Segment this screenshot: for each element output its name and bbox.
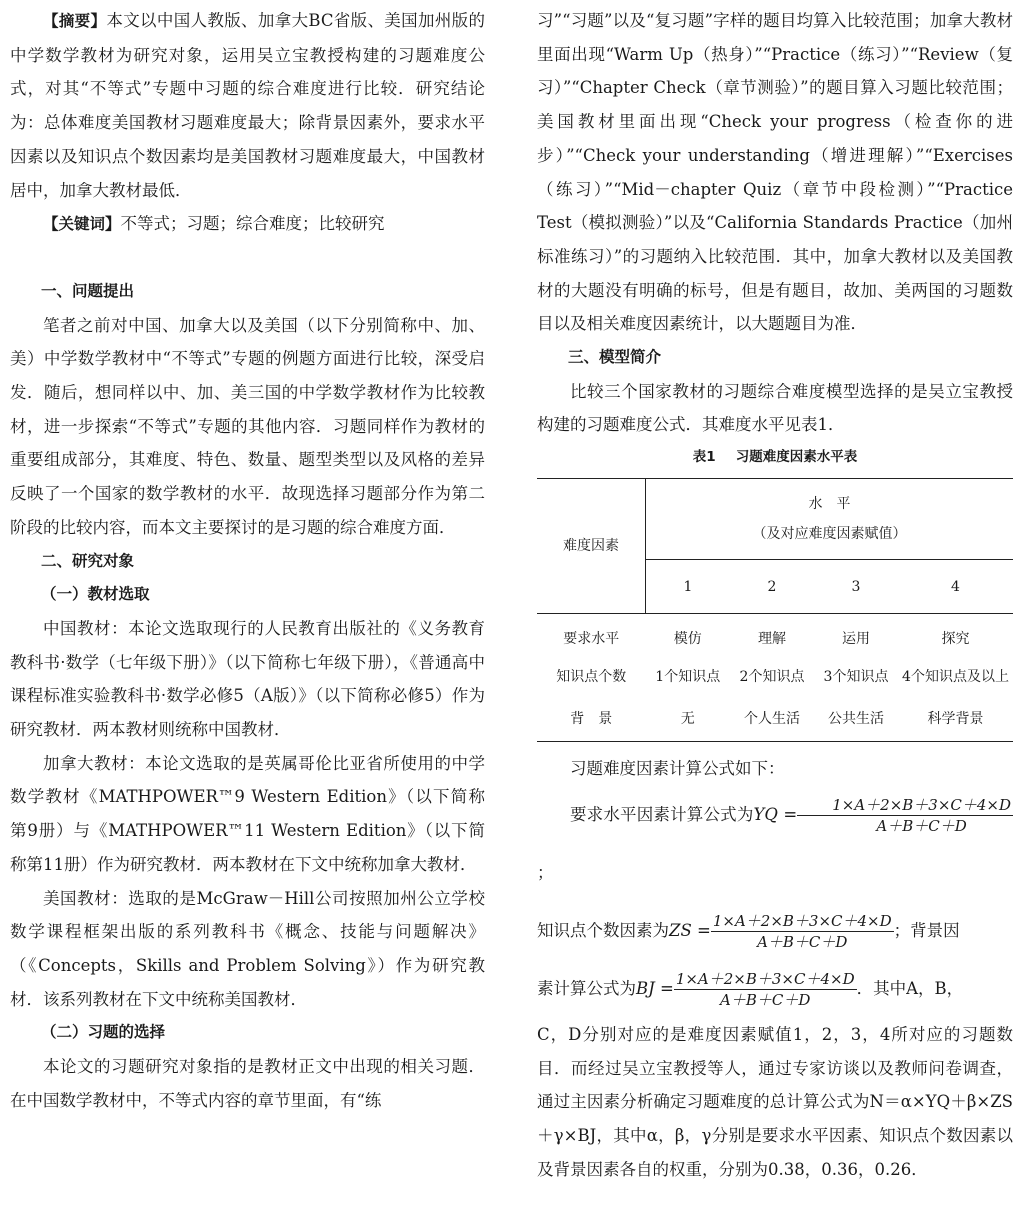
- section-2-2-title: （二）习题的选择: [41, 1023, 166, 1042]
- yq-variable: YQ =: [753, 804, 798, 824]
- exercise-selection-paragraph: 本论文的习题研究对象指的是教材正文中出现的相关习题．在中国数学教材中，不等式内容的章节里面，有“练: [10, 1057, 485, 1110]
- zs-numerator: 1×A＋2×B＋3×C＋4×D: [712, 911, 892, 930]
- table-level-3: 3: [814, 560, 898, 614]
- section-2-1-title: （一）教材选取: [41, 585, 150, 604]
- table-row-factor: 要求水平: [563, 631, 620, 648]
- table-cell: 模仿: [673, 631, 702, 648]
- table-caption: [537, 442, 1013, 472]
- table-level-4: 4: [898, 560, 1013, 614]
- table-factor-header: 难度因素: [537, 479, 646, 614]
- table-cell: 1个知识点: [655, 669, 721, 686]
- zs-denominator: A＋B＋C＋D: [757, 932, 848, 951]
- right-column: [537, 4, 1013, 1186]
- table-cell: 无: [646, 698, 731, 742]
- section-2-title: 二、研究对象: [41, 551, 135, 570]
- table-number: 表1: [692, 449, 716, 466]
- table-row-factor: 背 景: [537, 698, 646, 742]
- table-level-1: 1: [646, 560, 731, 614]
- yq-suffix: ；: [537, 862, 554, 882]
- zs-fraction: [711, 912, 894, 951]
- zs-prefix: 知识点个数因素为: [537, 920, 669, 940]
- table-cell: 4个知识点及以上: [902, 669, 1009, 686]
- bj-suffix: ．其中A，B，: [856, 978, 964, 998]
- yq-numerator: 1×A＋2×B＋3×C＋4×D: [797, 796, 1013, 816]
- bj-numerator: 1×A＋2×B＋3×C＋4×D: [675, 969, 855, 988]
- table-level-title: 水 平: [808, 496, 851, 513]
- table-row-factor: 知识点个数: [556, 669, 627, 686]
- zs-suffix: ；背景因: [893, 920, 960, 940]
- abstract-text: 本文以中国人教版、加拿大BC省版、美国加州版的中学数学教材为研究对象，运用吴立宝教授构建的习题难度公式，对其“不等式”专题中习题的综合难度进行比较．研究结论为：总体难度美国教材习题难度最大；除背景因素外，要求水平因素以及知识点个数因素均是美国教材习题难度最大，中国教材居中，加拿大教材最低．: [10, 11, 485, 200]
- table-cell: 探究: [941, 631, 970, 648]
- table-cell: 科学背景: [898, 698, 1013, 742]
- section-3-paragraph: 比较三个国家教材的习题综合难度模型选择的是吴立宝教授构建的习题难度公式．其难度水平见表1．: [537, 381, 1013, 435]
- spacer: [10, 242, 485, 275]
- table-level-header: [646, 479, 1014, 560]
- china-textbook-paragraph: 中国教材：本论文选取现行的人民教育出版社的《义务教育教科书·数学（七年级下册）》（以下简称七年级下册），《普通高中课程标准实验教科书·数学必修5（A版）》（以下简称必修5）作为研究教材．两本教材则统称中国教材．: [10, 618, 485, 740]
- abstract-label: 【摘要】: [43, 12, 107, 30]
- continued-paragraph: 习”“习题”以及“复习题”字样的题目均算入比较范围；加拿大教材里面出现“Warm Up（热身）”“Practice（练习）”“Review（复习）”“Chapter Check（章节测验）”的题目算入习题比较范围；美国教材里面出现“Check your progress（检查你的进步）”“Check your understanding（增进理解）”“Exercises（练习）”“Mid－chapter Quiz（章节中段检测）”“Practice Test（模拟测验）”以及“California Standards Practice（加州标准练习）”的习题纳入比较范围．其中，加拿大教材以及美国教材的大题没有明确的标号，但是有题目，故加、美两国的习题数目以及相关难度因素统计，以大题题目为准．: [537, 11, 1013, 334]
- zs-formula-line: [537, 902, 1013, 960]
- yq-denominator: A＋B＋C＋D: [876, 816, 967, 835]
- total-formula-paragraph: C，D分别对应的是难度因素赋值1，2，3，4所对应的习题数目．而经过吴立宝教授等人，通过专家访谈以及教师问卷调查，通过主因素分析确定习题难度的总计算公式为N＝α×YQ＋β×ZS＋γ×BJ，其中α，β，γ分别是要求水平因素、知识点个数因素以及背景因素各自的权重，分别为0.38，0.36，0.26．: [537, 1024, 1013, 1179]
- abstract: [10, 4, 485, 207]
- keywords: [10, 207, 485, 242]
- left-column: [10, 4, 485, 1118]
- canada-textbook-paragraph: 加拿大教材：本论文选取的是英属哥伦比亚省所使用的中学数学教材《MATHPOWER™9 Western Edition》（以下简称第9册）与《MATHPOWER™11 Western Edition》（以下简称第11册）作为研究教材．两本教材在下文中统称加拿大教材．: [10, 753, 485, 874]
- section-3-title: 三、模型简介: [568, 348, 662, 367]
- bj-fraction: [674, 970, 857, 1009]
- table-cell: 公共生活: [814, 698, 898, 742]
- formula-intro: 习题难度因素计算公式如下：: [570, 759, 785, 779]
- bj-formula-line: [537, 960, 1013, 1018]
- table-level-2: 2: [730, 560, 814, 614]
- yq-fraction: [797, 796, 1013, 835]
- usa-textbook-paragraph: 美国教材：选取的是McGraw－Hill公司按照加州公立学校数学课程框架出版的系列教科书《概念、技能与问题解决》（《Concepts，Skills and Problem Solving》）作为研究教材．该系列教材在下文中统称美国教材．: [10, 888, 485, 1009]
- difficulty-factor-table: [537, 478, 1013, 742]
- keywords-label: 【关键词】: [43, 215, 121, 234]
- bj-denominator: A＋B＋C＋D: [720, 990, 811, 1009]
- yq-formula-line: [537, 786, 1013, 902]
- table-cell: 运用: [842, 631, 870, 648]
- table-cell: 3个知识点: [823, 669, 889, 686]
- yq-prefix: 要求水平因素计算公式为: [570, 804, 754, 824]
- table-level-subtitle: （及对应难度因素赋值）: [752, 526, 907, 543]
- table-row: [537, 614, 1013, 657]
- table-row: [537, 657, 1013, 698]
- section-1-title: 一、问题提出: [41, 281, 135, 300]
- table-cell: 理解: [758, 631, 786, 648]
- table-title: 习题难度因素水平表: [735, 449, 858, 466]
- zs-variable: ZS =: [669, 920, 711, 940]
- table-cell: 2个知识点: [739, 669, 805, 686]
- table-row: [537, 698, 1013, 742]
- bj-variable: BJ =: [636, 978, 674, 998]
- bj-prefix: 素计算公式为: [537, 978, 636, 998]
- section-1-paragraph: 笔者之前对中国、加拿大以及美国（以下分别简称中、加、美）中学数学教材中“不等式”专题的例题方面进行比较，深受启发．随后，想同样以中、加、美三国的中学数学教材作为比较教材，进一步探索“不等式”专题的其他内容．习题同样作为教材的重要组成部分，其难度、特色、数量、题型类型以及风格的差异反映了一个国家的数学教材的水平．故现选择习题部分作为第二阶段的比较内容，而本文主要探讨的是习题的综合难度方面．: [10, 315, 485, 537]
- table-cell: 个人生活: [730, 698, 814, 742]
- keywords-text: 不等式；习题；综合难度；比较研究: [120, 214, 385, 234]
